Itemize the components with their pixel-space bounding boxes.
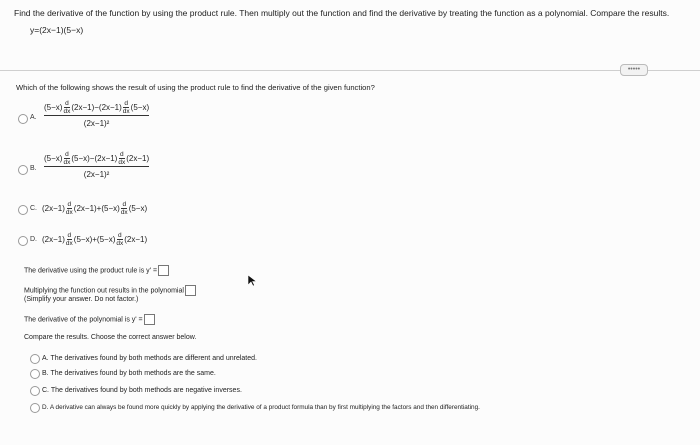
compare-choice-d-radio[interactable] [30,403,40,413]
option-d-letter: D. [30,236,37,243]
more-button[interactable]: ••••• [620,64,648,76]
option-d-radio[interactable] [18,236,28,246]
option-a-term1: (5−x) [44,103,63,112]
option-d-term1: (2x−1) [42,235,65,244]
multiply-row [24,285,196,296]
option-c-term3: (5−x) [128,204,148,213]
product-rule-row [24,265,169,276]
poly-derivative-answer-input[interactable] [144,314,155,325]
divider [0,70,700,71]
mouse-pointer-icon [248,275,257,287]
compare-choice-a-radio[interactable] [30,354,40,364]
poly-derivative-label: The derivative of the polynomial is y' = [24,316,143,324]
derivative-operator: d dx [65,232,73,247]
option-d-term2: (5−x)+(5−x) [73,235,116,244]
derivative-operator: d dx [118,151,126,166]
compare-choice-b [42,370,216,377]
choice-text: A derivative can always be found more quickly by applying the derivative of a product formula than by first multiplying the factors and then differentiating. [49,404,480,411]
derivative-operator: d dx [63,100,71,115]
compare-choice-a [42,355,257,362]
option-a-term2: (2x−1)−(2x−1) [71,103,122,112]
option-d-term3: (2x−1) [124,235,148,244]
option-c-term1: (2x−1) [42,204,65,213]
choice-letter: B. [42,370,49,377]
multiply-label: Multiplying the function out results in the polynomial [24,287,184,295]
option-a-radio[interactable] [18,114,28,124]
derivative-operator: d dx [116,232,124,247]
choice-text: The derivatives found by both methods are the same. [50,370,216,377]
compare-choice-b-radio[interactable] [30,369,40,379]
option-b-fraction [44,151,149,179]
option-d-expression [42,232,147,247]
option-c-expression [42,201,147,216]
choice-text: The derivatives found by both methods are different and unrelated. [50,355,257,362]
given-function: y=(2x−1)(5−x) [30,25,84,35]
option-c-term2: (2x−1)+(5−x) [73,204,120,213]
compare-choice-c-radio[interactable] [30,386,40,396]
option-b-term3: (2x−1) [126,154,150,163]
product-rule-label: The derivative using the product rule is y' = [24,267,158,275]
derivative-operator: d dx [122,100,130,115]
option-b-term2: (5−x)−(2x−1) [71,154,118,163]
product-rule-answer-input[interactable] [158,265,169,276]
compare-label: Compare the results. Choose the correct answer below. [24,334,197,341]
choice-text: The derivatives found by both methods are negative inverses. [50,387,242,394]
option-b-letter: B. [30,165,37,172]
poly-derivative-row [24,314,155,325]
option-c-letter: C. [30,205,37,212]
option-a-fraction [44,100,149,128]
simplify-note: (Simplify your answer. Do not factor.) [24,296,139,303]
derivative-operator: d dx [120,201,128,216]
option-a-denominator: (2x−1)² [83,119,110,128]
compare-choice-d [42,404,480,411]
choice-letter: A. [42,355,49,362]
choice-letter: D. [42,404,49,411]
question-prompt: Find the derivative of the function by using the product rule. Then multiply out the function and find the derivative by treating the function as a polynomial. Compare the results. [14,8,670,18]
part1-prompt: Which of the following shows the result of using the product rule to find the derivative of the given function? [16,83,375,92]
option-c-radio[interactable] [18,205,28,215]
option-b-term1: (5−x) [44,154,63,163]
derivative-operator: d dx [65,201,73,216]
option-b-radio[interactable] [18,165,28,175]
polynomial-answer-input[interactable] [185,285,196,296]
derivative-operator: d dx [63,151,71,166]
option-a-term3: (5−x) [130,103,150,112]
option-a-letter: A. [30,114,37,121]
option-b-denominator: (2x−1)² [83,170,110,179]
compare-choice-c [42,387,242,394]
choice-letter: C. [42,387,49,394]
